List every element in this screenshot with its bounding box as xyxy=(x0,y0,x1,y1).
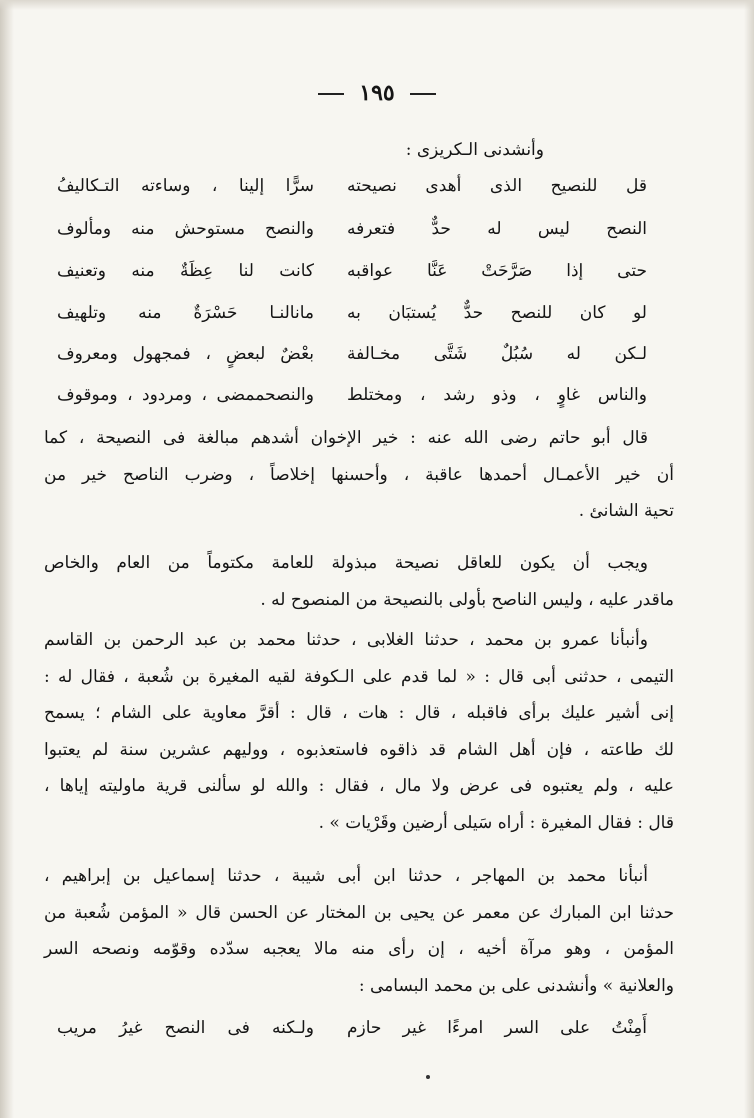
verse-hemistich-left: سرًّا إلينا ، وساءته التـكاليفُ xyxy=(57,176,314,196)
text-line: أنبأنا محمد بن المهاجر ، حدثنا ابن أبى شيبة ، حدثنا إسماعيل بن إبراهيم ، xyxy=(44,866,648,886)
text-line: لك طاعته ، فإن أهل الشام قد ذاقوه فاستعذبوه ، ووليهم عشرين سنة لم يعتبوا xyxy=(44,739,674,760)
verse-hemistich-left: بعْضٌ لبعضٍ ، فمجهول ومعروف xyxy=(57,344,314,364)
verse-hemistich-right: قل للنصيح الذى أهدى نصيحته xyxy=(347,176,647,196)
intro-karizi: وأنشدنى الـكريزى : xyxy=(405,140,544,160)
text-line: المؤمن ، وهو مرآة أخيه ، إن رأى منه مالا يعجبه سدّده وقوّمه ونصحه السر xyxy=(44,939,674,959)
header-dash-right xyxy=(410,93,436,95)
verse-hemistich-right: والناس غاوٍ ، وذو رشد ، ومختلط xyxy=(347,385,647,405)
header-dash-left xyxy=(318,93,344,95)
paragraph-mughira-report xyxy=(44,622,674,841)
text-line: التيمى ، حدثنى أبى قال : « لما قدم على الـكوفة لقيه المغيرة بن شُعبة ، فقال له : xyxy=(44,666,674,687)
text-line: ماقدر عليه ، وليس الناصح بأولى بالنصيحة من المنصوح له . xyxy=(260,589,674,610)
page-header xyxy=(0,80,754,106)
page-number: ١٩٥ xyxy=(359,80,395,106)
verse-hemistich-left: ولـكنه فى النصح غيرُ مريب xyxy=(57,1018,314,1038)
ink-dot xyxy=(426,1075,430,1079)
paragraph-mumin-shuba xyxy=(44,858,674,1004)
text-line: عليه ، ولم يعتبوه فى عرض ولا مال ، فقال : والله لو سألنى قرية ماوليته إياها ، xyxy=(44,776,674,796)
text-line: أن خير الأعمـال أحمدها عاقبة ، وأحسنها إخلاصاً ، وضرب الناصح خير من xyxy=(44,464,674,485)
text-line: وأنبأنا عمرو بن محمد ، حدثنا الغلابى ، حدثنا محمد بن عبد الرحمن بن القاسم xyxy=(44,630,648,650)
text-line: قال : فقال المغيرة : أراه سَيلى أرضين وقَرْيات » . xyxy=(318,812,674,833)
page-edge-shadow-left xyxy=(0,0,14,1118)
poem-verse xyxy=(0,385,754,415)
verse-hemistich-right: لـكن له سُبُلٌ شَتَّى مخـالفة xyxy=(347,344,647,364)
verse-hemistich-left: والنصح مستوحش منه ومألوف xyxy=(57,219,314,239)
poem-verse xyxy=(0,303,754,333)
poem-verse xyxy=(0,261,754,291)
verse-hemistich-right: لو كان للنصح حدٌّ يُستبَان به xyxy=(347,303,647,323)
page-edge-shadow-top xyxy=(0,0,754,10)
paragraph-abu-hatim xyxy=(44,420,674,530)
poem-2-verse xyxy=(0,1018,754,1048)
text-line: والعلانية » وأنشدنى على بن محمد البسامى : xyxy=(358,975,674,996)
page-edge-shadow-right xyxy=(744,0,754,1118)
verse-hemistich-left: والنصحممضى ، ومردود ، وموقوف xyxy=(57,385,314,405)
poem-verse xyxy=(0,344,754,374)
verse-hemistich-right: حتى إذا صَرَّحَتْ عَنَّا عواقبه xyxy=(347,261,647,281)
poem-verse xyxy=(0,176,754,206)
text-line: ويجب أن يكون للعاقل نصيحة مبذولة للعامة مكتوماً من العام والخاص xyxy=(44,553,648,573)
verse-hemistich-right: النصح ليس له حدٌّ فتعرفه xyxy=(347,219,647,239)
text-line: إنى أشير عليك برأى فاقبله ، قال : هات ، قال : أقرَّ معاوية على الشام ؛ يسمح xyxy=(44,703,674,723)
paragraph-aqil-nasiha xyxy=(44,545,674,618)
text-line: حدثنا ابن المبارك عن معمر عن يحيى بن المختار عن الحسن قال « المؤمن شُعبة من xyxy=(44,902,674,923)
verse-hemistich-left: كانت لنا عِظَةٌ منه وتعنيف xyxy=(57,261,314,281)
poem-verse xyxy=(0,219,754,249)
verse-hemistich-right: أَمِنْتُ على السر امرءًا غير حازم xyxy=(347,1018,647,1038)
text-line: قال أبو حاتم رضى الله عنه : خير الإخوان أشدهم مبالغة فى النصيحة ، كما xyxy=(44,428,648,448)
text-line: تحية الشانئ . xyxy=(578,501,674,521)
verse-hemistich-left: مانالنـا حَسْرَةٌ منه وتلهيف xyxy=(57,303,314,323)
